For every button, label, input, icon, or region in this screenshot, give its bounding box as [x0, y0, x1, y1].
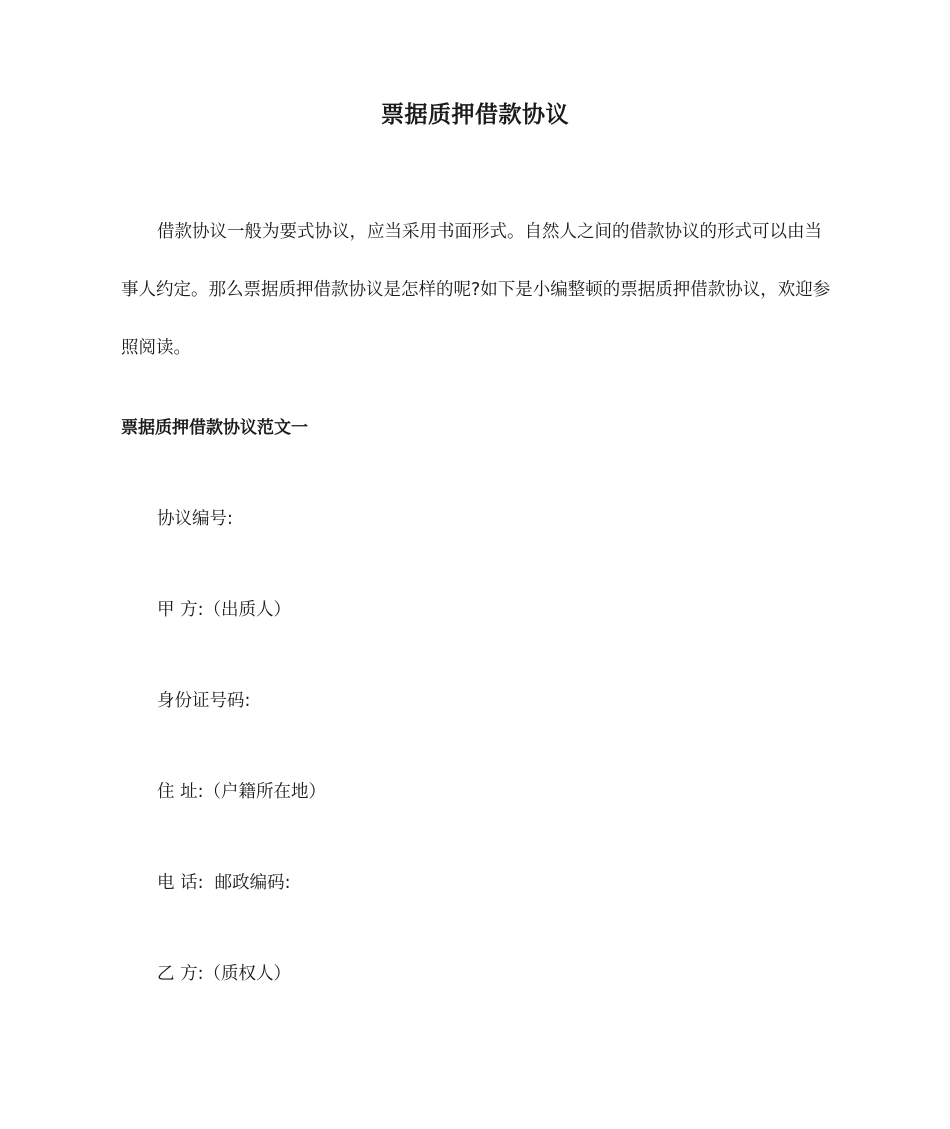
agreement-number-field: 协议编号: — [157, 509, 233, 529]
document-title: 票据质押借款协议 — [381, 102, 569, 128]
id-number-field: 身份证号码: — [157, 691, 251, 711]
party-a-field: 甲 方:（出质人） — [157, 600, 291, 620]
address-field: 住 址:（户籍所在地） — [157, 782, 326, 802]
intro-paragraph: 借款协议一般为要式协议，应当采用书面形式。自然人之间的借款协议的形式可以由当事人约定。那么票据质押借款协议是怎样的呢?如下是小编整顿的票据质押借款协议，欢迎参照阅读。 — [121, 222, 831, 358]
section-heading: 票据质押借款协议范文一 — [121, 418, 308, 438]
phone-postcode-field: 电 话: 邮政编码: — [157, 873, 291, 893]
party-b-field: 乙 方:（质权人） — [157, 964, 291, 984]
